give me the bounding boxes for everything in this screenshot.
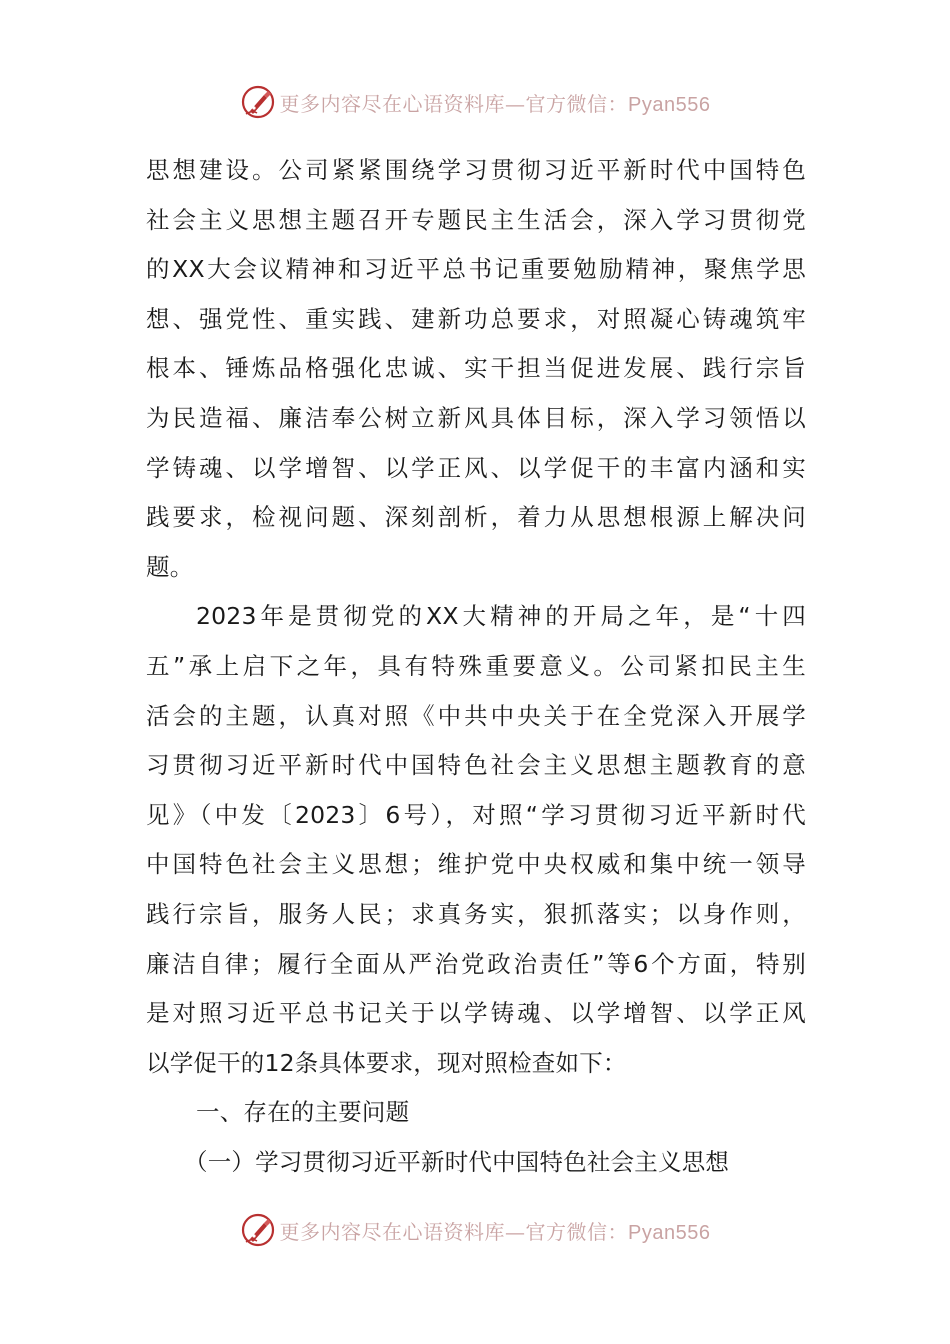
- text-line: 想、强党性、重实践、建新功总要求，对照凝心铸魂筑牢: [146, 304, 806, 333]
- watermark-text: 更多内容尽在心语资料库—官方微信：Pyan556: [279, 1219, 711, 1244]
- text-line: 根本、锤炼品格强化忠诚、实干担当促进发展、践行宗旨: [146, 354, 806, 383]
- text-line: 是对照习近平总书记关于以学铸魂、以学增智、以学正风: [146, 999, 806, 1028]
- text-line: 的XX大会议精神和习近平总书记重要勉励精神，聚焦学思: [146, 255, 806, 284]
- text-line: 践行宗旨，服务人民；求真务实，狠抓落实；以身作则，: [146, 899, 806, 928]
- text-line: 题。: [146, 552, 194, 581]
- pen-nib-logo-icon: [240, 1212, 276, 1248]
- text-line: 2023年是贯彻党的XX大精神的开局之年，是“十四: [196, 602, 806, 631]
- text-line: 思想建设。公司紧紧围绕学习贯彻习近平新时代中国特色: [146, 156, 806, 184]
- text-line: 践要求，检视问题、深刻剖析，着力从思想根源上解决问: [146, 503, 806, 532]
- watermark-header: [0, 84, 950, 120]
- watermark-text: 更多内容尽在心语资料库—官方微信：Pyan556: [279, 91, 711, 116]
- text-line: 中国特色社会主义思想；维护党中央权威和集中统一领导: [146, 850, 806, 879]
- subsection-heading: （一）学习贯彻习近平新时代中国特色社会主义思想: [184, 1147, 730, 1176]
- pen-nib-logo-icon: [240, 84, 276, 120]
- text-line: 见》（中发〔2023〕6号），对照“学习贯彻习近平新时代: [146, 800, 806, 829]
- watermark-footer: [0, 1212, 950, 1248]
- section-heading: 一、存在的主要问题: [196, 1098, 410, 1127]
- text-line: 社会主义思想主题召开专题民主生活会，深入学习贯彻党: [146, 205, 806, 234]
- text-line: 习贯彻习近平新时代中国特色社会主义思想主题教育的意: [146, 751, 806, 780]
- text-line: 以学促干的12条具体要求，现对照检查如下：: [146, 1048, 627, 1077]
- text-line: 五”承上启下之年，具有特殊重要意义。公司紧扣民主生: [146, 651, 806, 680]
- text-line: 为民造福、廉洁奉公树立新风具体目标，深入学习领悟以: [146, 403, 806, 432]
- text-line: 活会的主题，认真对照《中共中央关于在全党深入开展学: [146, 701, 806, 730]
- text-line: 学铸魂、以学增智、以学正风、以学促干的丰富内涵和实: [146, 453, 806, 482]
- text-line: 廉洁自律；履行全面从严治党政治责任”等6个方面，特别: [146, 949, 806, 978]
- document-body: [146, 146, 806, 1187]
